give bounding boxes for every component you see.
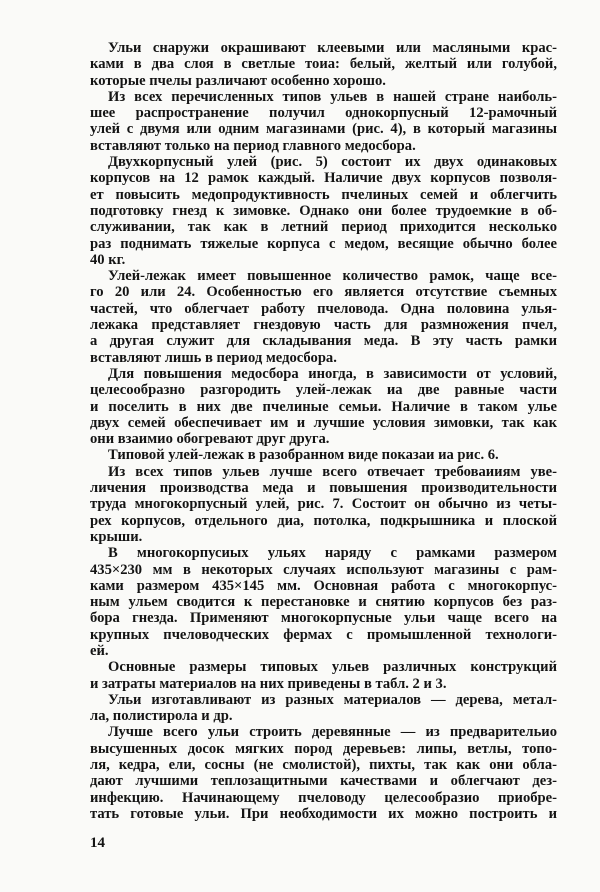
text-line: которые пчелы различают особенно хорошо. <box>90 72 386 89</box>
text-line: вставляют только на период главного медосбора. <box>90 137 416 154</box>
paragraph <box>90 464 557 545</box>
text-line: 40 кг. <box>90 251 126 268</box>
text-line: ками в два слоя в светлые тоиа: белый, желтый или голубой, <box>90 56 557 73</box>
paragraph <box>90 692 557 725</box>
text-line: тать готовые ульи. При необходимости их можно построить и <box>90 805 557 822</box>
text-line: Двухкорпусный улей (рис. 5) состоит их двух одинаковых <box>108 154 557 171</box>
text-line: высушенных досок мягких пород деревьев: липы, ветлы, топо- <box>90 740 557 757</box>
text-line: корпусов на 12 рамок каждый. Наличие двух корпусов позволя- <box>90 170 557 187</box>
text-line: Ульи изготавливают из разных материалов — дерева, метал- <box>108 691 557 708</box>
paragraph <box>90 447 557 463</box>
text-line: Лучше всего ульи строить деревянные — из предварительио <box>108 724 557 741</box>
text-line: Улей-лежак имеет повышенное количество рамок, чаще все- <box>108 268 557 285</box>
text-line: ет повысить медопродуктивность пчелиных семей и облегчить <box>90 186 557 203</box>
text-line: рех корпусов, отдельного диа, потолка, подкрышника и плоской <box>90 512 557 529</box>
text-line: В многокорпусиых ульях наряду с рамками размером <box>108 545 557 562</box>
text-line: крупных пчеловодческих фермах с промышленной технологи- <box>90 626 557 643</box>
paragraph <box>90 724 557 822</box>
paragraph <box>90 268 557 366</box>
text-line: труда многокорпусный улей, рис. 7. Состоит он обычно из четы- <box>90 496 557 513</box>
text-line: инфекцию. Начинающему пчеловоду целесообразио приобре- <box>90 789 557 806</box>
text-line: целесообразно разгородить улей-лежак иа две равные части <box>90 382 557 399</box>
paragraph <box>90 545 557 659</box>
text-line: а другая служит для складывания меда. В эту часть рамки <box>90 333 557 350</box>
text-line: го 20 или 24. Особенностью его является отсутствие съемных <box>90 284 557 301</box>
text-line: улей с двумя или одним магазинами (рис. 4), в который магазины <box>90 121 557 138</box>
text-line: вставляют лишь в период медосбора. <box>90 349 337 366</box>
text-line: они взаимио обогревают друг друга. <box>90 431 330 448</box>
text-line: Основные размеры типовых ульев различных конструкций <box>108 659 557 676</box>
text-line: ками размером 435×145 мм. Основная работа с многокорпус- <box>90 577 557 594</box>
text-line: лежака представляет гнездовую часть для размножения пчел, <box>90 317 557 334</box>
text-line: двух семей обеспечивает им и лучшие условия зимовки, так как <box>90 414 557 431</box>
text-line: шее распространение получил однокорпусный 12-рамочный <box>90 105 557 122</box>
text-line: Из всех типов ульев лучше всего отвечает требоваииям уве- <box>108 463 557 480</box>
text-line: 435×230 мм в некоторых случаях используют магазины с рам- <box>90 561 557 578</box>
paragraph <box>90 366 557 447</box>
text-line: Из всех перечисленных типов ульев в нашей стране наиболь- <box>108 88 557 105</box>
body-text <box>90 40 557 822</box>
paragraph <box>90 154 557 268</box>
text-line: ей. <box>90 642 109 659</box>
text-line: ным ульем сводится к перестановке и снятию корпусов без раз- <box>90 594 557 611</box>
text-line: Ульи снаружи окрашивают клеевыми или масляными крас- <box>108 40 557 56</box>
text-line: подготовку гнезд к зимовке. Однако они более трудоемкие в об- <box>90 202 557 219</box>
text-line: и затраты материалов на них приведены в табл. 2 и 3. <box>90 675 447 692</box>
text-line: раз поднимать тяжелые корпуса с медом, весящие обычно более <box>90 235 557 252</box>
text-line: и поселить в них две пчелиные семьи. Наличие в таком улье <box>90 398 557 415</box>
text-line: Типовой улей-лежак в разобранном виде показаи иа рис. 6. <box>108 447 499 464</box>
paragraph <box>90 659 557 692</box>
text-line: личения производства меда и повышения производительности <box>90 480 557 497</box>
page-number: 14 <box>90 835 105 851</box>
text-line: служивании, так как в летний период приходится несколько <box>90 219 557 236</box>
text-line: ла, полистирола и др. <box>90 708 233 725</box>
paragraph <box>90 40 557 89</box>
text-line: ля, кедра, ели, сосны (не смолистой), пихты, так как они обла- <box>90 757 557 774</box>
text-line: дают лучшими теплозащитными качествами и облегчают дез- <box>90 773 557 790</box>
text-line: Для повышения медосбора иногда, в зависимости от условий, <box>108 365 557 382</box>
text-line: бора гнезда. Применяют многокорпусные ульи чаще всего на <box>90 610 557 627</box>
text-line: частей, что облегчает работу пчеловода. Одна половина улья- <box>90 300 557 317</box>
paragraph <box>90 89 557 154</box>
text-line: крыши. <box>90 528 143 545</box>
